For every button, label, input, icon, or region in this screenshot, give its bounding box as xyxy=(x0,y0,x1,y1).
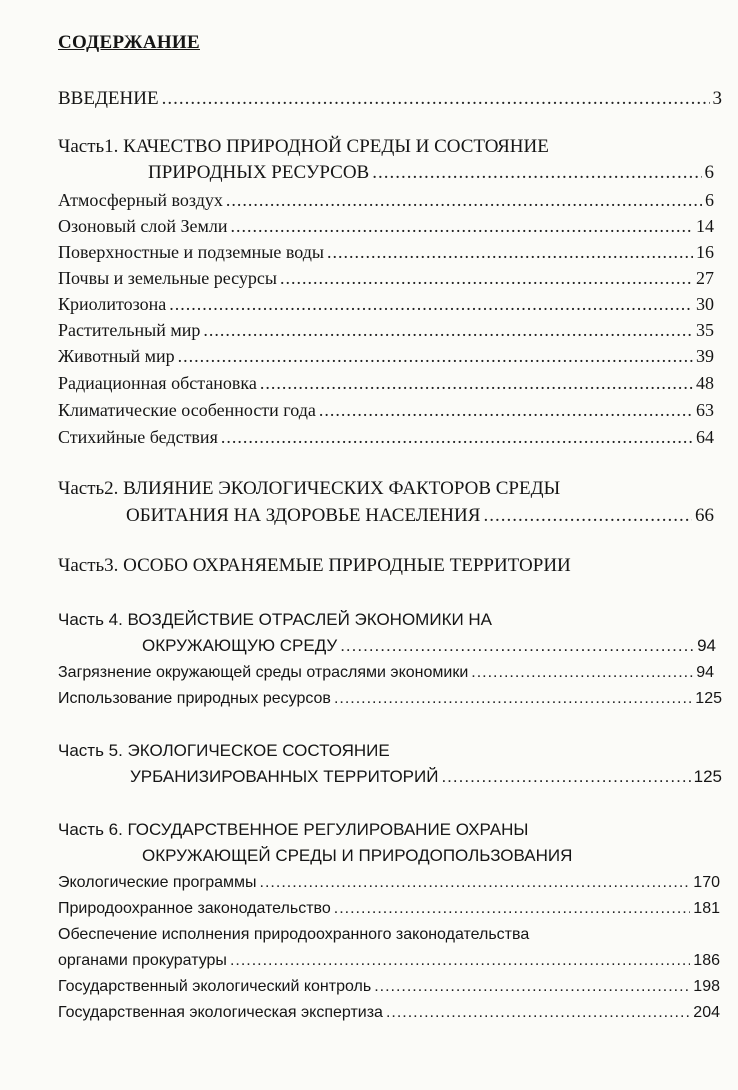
leader-dots xyxy=(340,636,694,656)
toc-subentry xyxy=(58,373,714,394)
leader-dots xyxy=(230,216,693,237)
toc-subentry-label: Природоохранное законодательство xyxy=(58,900,331,917)
leader-dots xyxy=(471,664,693,682)
leader-dots xyxy=(178,346,693,367)
toc-subentry-page: 186 xyxy=(693,952,720,969)
toc-subentry xyxy=(58,216,714,237)
leader-dots xyxy=(260,874,691,892)
toc-entry-part5 xyxy=(130,767,722,787)
toc-subentry xyxy=(58,690,722,708)
toc-subentry xyxy=(58,664,714,682)
toc-entry-part2 xyxy=(126,505,714,527)
toc-subentry-label: органами прокуратуры xyxy=(58,952,227,969)
leader-dots xyxy=(374,978,690,996)
toc-subentry xyxy=(58,874,720,892)
leader-dots xyxy=(260,373,693,394)
toc-entry-part1 xyxy=(148,162,714,184)
leader-dots xyxy=(334,690,692,708)
toc-subentry-label: Государственный экологический контроль xyxy=(58,978,372,995)
toc-subentry-page: 16 xyxy=(696,242,714,262)
toc-subentry-label: Поверхностные и подземные воды xyxy=(58,242,324,262)
toc-subentry xyxy=(58,294,714,315)
leader-dots xyxy=(221,427,693,448)
toc-subentry-page: 6 xyxy=(705,190,714,210)
toc-entry-page: 6 xyxy=(704,162,714,183)
part2-title-line2: ОБИТАНИЯ НА ЗДОРОВЬЕ НАСЕЛЕНИЯ xyxy=(126,505,481,526)
toc-subentry-page: 27 xyxy=(696,268,714,288)
leader-dots xyxy=(319,400,693,421)
toc-subentry-page: 39 xyxy=(696,346,714,366)
toc-subentry-label: Радиационная обстановка xyxy=(58,373,257,393)
leader-dots xyxy=(327,242,693,263)
toc-subentry-label: Экологические программы xyxy=(58,874,257,891)
leader-dots xyxy=(372,162,701,184)
toc-entry-page: 94 xyxy=(697,636,716,655)
toc-subentry xyxy=(58,190,714,211)
toc-subentry-page: 181 xyxy=(693,900,720,917)
toc-subentry-page: 14 xyxy=(696,216,714,236)
toc-entry-label: ВВЕДЕНИЕ xyxy=(58,88,159,109)
leader-dots xyxy=(386,1004,690,1022)
toc-subentry xyxy=(58,242,714,263)
toc-subentry-page: 204 xyxy=(693,1004,720,1021)
toc-subentry xyxy=(58,346,714,367)
leader-dots xyxy=(334,900,691,918)
toc-subentry-page: 63 xyxy=(696,400,714,420)
toc-heading: СОДЕРЖАНИЕ xyxy=(58,32,200,53)
part4-title-line1: Часть 4. ВОЗДЕЙСТВИЕ ОТРАСЛЕЙ ЭКОНОМИКИ НА xyxy=(58,610,493,629)
toc-subentry xyxy=(58,268,714,289)
toc-subentry-label: Климатические особенности года xyxy=(58,400,316,420)
toc-subentry-label: Атмосферный воздух xyxy=(58,190,223,210)
toc-subentry-page: 198 xyxy=(693,978,720,995)
toc-subentry-page: 170 xyxy=(693,874,720,891)
toc-subentry xyxy=(58,978,720,996)
toc-subentry-page: 64 xyxy=(696,427,714,447)
toc-subentry xyxy=(58,1004,720,1022)
part1-title-line2: ПРИРОДНЫХ РЕСУРСОВ xyxy=(148,162,370,183)
toc-subentry xyxy=(58,952,720,970)
part1-title-line1: Часть1. КАЧЕСТВО ПРИРОДНОЙ СРЕДЫ И СОСТОЯНИЕ xyxy=(58,136,549,157)
toc-subentry-label: Обеспечение исполнения природоохранного законодательства xyxy=(58,926,530,943)
toc-subentry-label: Растительный мир xyxy=(58,320,201,340)
leader-dots xyxy=(162,88,710,110)
toc-entry-intro xyxy=(58,88,722,110)
toc-subentry-label: Стихийные бедствия xyxy=(58,427,218,447)
leader-dots xyxy=(441,767,690,787)
part5-title-line2: УРБАНИЗИРОВАННЫХ ТЕРРИТОРИЙ xyxy=(130,767,439,786)
toc-subentry-label: Государственная экологическая экспертиза xyxy=(58,1004,383,1021)
toc-entry-part4 xyxy=(142,636,716,656)
toc-entry-page: 66 xyxy=(695,505,714,526)
toc-subentry-label: Озоновый слой Земли xyxy=(58,216,228,236)
toc-subentry-label: Загрязнение окружающей среды отраслями экономики xyxy=(58,664,469,681)
toc-subentry xyxy=(58,320,714,341)
toc-subentry-page: 125 xyxy=(695,690,722,707)
toc-subentry-page: 35 xyxy=(696,320,714,340)
toc-subentry xyxy=(58,900,720,918)
toc-subentry-page: 48 xyxy=(696,373,714,393)
toc-subentry xyxy=(58,400,714,421)
toc-entry-page: 3 xyxy=(712,88,722,109)
part3-title-line1: Часть3. ОСОБО ОХРАНЯЕМЫЕ ПРИРОДНЫЕ ТЕРРИТОРИИ xyxy=(58,555,571,576)
toc-subentry-label: Использование природных ресурсов xyxy=(58,690,331,707)
leader-dots xyxy=(280,268,693,289)
leader-dots xyxy=(483,505,692,527)
toc-subentry-page: 94 xyxy=(696,664,714,681)
part4-title-line2: ОКРУЖАЮЩУЮ СРЕДУ xyxy=(142,636,338,655)
part6-title-line2: ОКРУЖАЮЩЕЙ СРЕДЫ И ПРИРОДОПОЛЬЗОВАНИЯ xyxy=(142,846,573,865)
toc-subentry-page: 30 xyxy=(696,294,714,314)
part2-title-line1: Часть2. ВЛИЯНИЕ ЭКОЛОГИЧЕСКИХ ФАКТОРОВ СРЕДЫ xyxy=(58,478,561,499)
leader-dots xyxy=(203,320,693,341)
part5-title-line1: Часть 5. ЭКОЛОГИЧЕСКОЕ СОСТОЯНИЕ xyxy=(58,741,390,760)
toc-entry-page: 125 xyxy=(693,767,722,786)
toc-subentry-label: Почвы и земельные ресурсы xyxy=(58,268,277,288)
leader-dots xyxy=(226,190,702,211)
leader-dots xyxy=(169,294,693,315)
leader-dots xyxy=(230,952,690,970)
toc-subentry-label: Животный мир xyxy=(58,346,175,366)
toc-subentry xyxy=(58,427,714,448)
toc-subentry-label: Криолитозона xyxy=(58,294,167,314)
part6-title-line1: Часть 6. ГОСУДАРСТВЕННОЕ РЕГУЛИРОВАНИЕ ОХРАНЫ xyxy=(58,820,529,839)
